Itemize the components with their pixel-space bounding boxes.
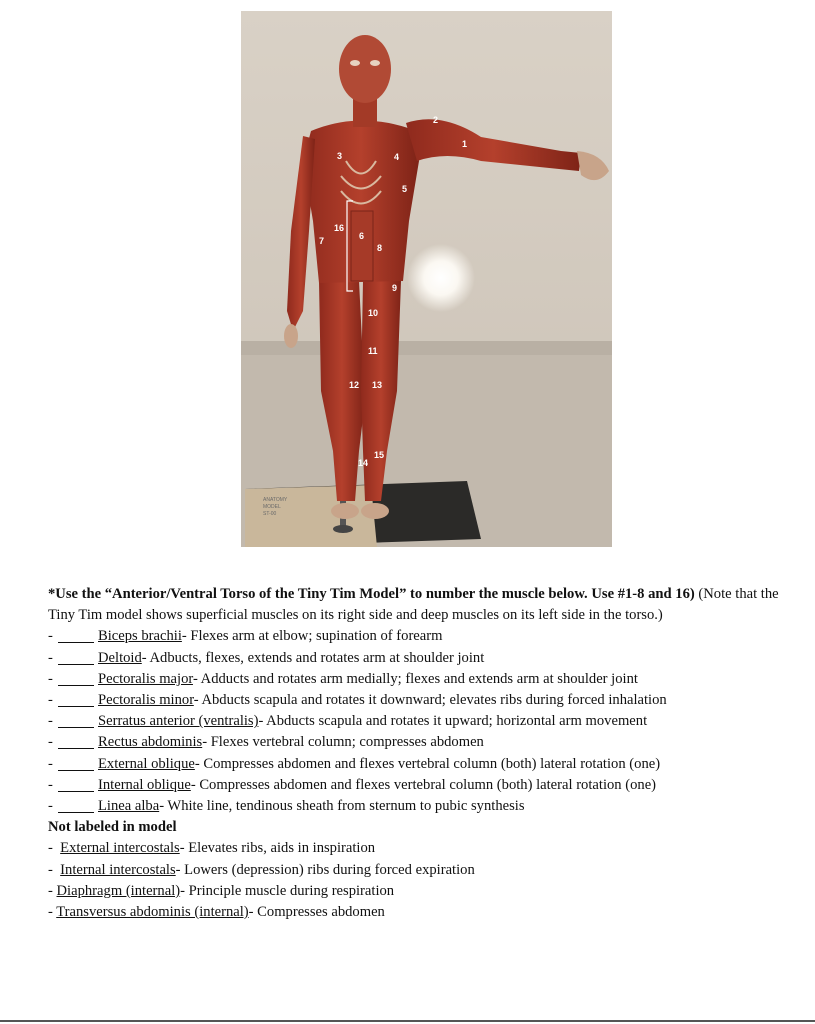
- muscle-label-2: 2: [433, 115, 439, 125]
- not-labeled-list: [48, 838, 788, 923]
- muscle-desc: - Principle muscle during respiration: [180, 882, 395, 899]
- list-item: - Rectus abdominis- Flexes vertebral column; compresses abdomen: [48, 734, 484, 751]
- muscle-desc: - Compresses abdomen: [248, 904, 385, 921]
- muscle-name: External intercostals: [60, 840, 180, 857]
- list-item: - Pectoralis minor- Abducts scapula and rotates it downward; elevates ribs during forced inhalation: [48, 692, 667, 709]
- muscle-name: Biceps brachii: [98, 628, 182, 645]
- muscle-desc: - Adbucts, flexes, extends and rotates arm at shoulder joint: [141, 649, 485, 666]
- muscle-name: Serratus anterior (ventralis): [98, 713, 259, 730]
- muscle-desc: - Abducts scapula and rotates it downward; elevates ribs during forced inhalation: [193, 692, 667, 709]
- list-dash: -: [48, 882, 57, 899]
- muscle-desc: - Compresses abdomen and flexes vertebral column (both) lateral rotation (one): [190, 776, 657, 793]
- page-bottom-rule: [0, 1020, 815, 1022]
- list-item: [48, 902, 788, 923]
- muscle-name: Pectoralis minor: [98, 692, 194, 709]
- model-abdomen: [351, 211, 373, 281]
- muscle-label-5: 5: [402, 184, 408, 194]
- list-item: - Internal oblique- Compresses abdomen and flexes vertebral column (both) lateral rotation (one): [48, 776, 657, 793]
- instruction-bold: *Use the “Anterior/Ventral Torso of the Tiny Tim Model” to number the muscle below. Use #1-8 and 16): [48, 586, 695, 602]
- muscle-label-7: 7: [319, 236, 325, 246]
- muscle-label-16: 16: [334, 223, 345, 233]
- model-head: [339, 35, 391, 103]
- list-dash: -: [48, 840, 61, 857]
- model-eye-left: [370, 60, 380, 66]
- muscle-name: Internal oblique: [98, 776, 191, 793]
- muscle-label-13: 13: [372, 380, 383, 390]
- list-item: [48, 860, 788, 881]
- stand-foot: [333, 525, 353, 533]
- muscle-name: External oblique: [98, 755, 195, 772]
- answer-blank[interactable]: [58, 628, 94, 643]
- anatomy-model-illustration: [241, 11, 612, 547]
- muscle-label-3: 3: [337, 151, 343, 161]
- flash-glare: [407, 244, 475, 312]
- muscle-list: [48, 626, 788, 817]
- muscle-label-8: 8: [377, 243, 383, 253]
- answer-blank[interactable]: [58, 756, 94, 771]
- answer-blank[interactable]: [58, 798, 94, 813]
- muscle-name: Internal intercostals: [60, 861, 176, 878]
- muscle-name: Linea alba: [98, 798, 160, 815]
- model-left-foot: [361, 503, 389, 519]
- not-labeled-heading: Not labeled in model: [48, 819, 177, 836]
- muscle-label-12: 12: [349, 380, 360, 390]
- model-right-hand: [284, 324, 298, 348]
- base-label-line-2: MODEL: [263, 504, 281, 510]
- muscle-label-1: 1: [462, 139, 468, 149]
- model-neck: [353, 99, 377, 127]
- answer-blank[interactable]: [58, 713, 94, 728]
- muscle-desc: - Flexes vertebral column; compresses abdomen: [202, 734, 484, 751]
- list-item: - Biceps brachii- Flexes arm at elbow; supination of forearm: [48, 628, 443, 645]
- anatomy-model-photo: [241, 11, 612, 547]
- model-right-foot: [331, 503, 359, 519]
- muscle-label-15: 15: [374, 450, 385, 460]
- muscle-label-4: 4: [394, 152, 400, 162]
- list-item: - Deltoid- Adbucts, flexes, extends and rotates arm at shoulder joint: [48, 649, 485, 666]
- instruction-note: (Note that the Tiny Tim model shows superficial muscles on its right side and deep muscles on its left side in the torso.): [48, 586, 779, 624]
- model-eye-right: [350, 60, 360, 66]
- muscle-desc: - White line, tendinous sheath from sternum to pubic synthesis: [159, 798, 525, 815]
- muscle-label-10: 10: [368, 308, 379, 318]
- list-item: - Linea alba- White line, tendinous sheath from sternum to pubic synthesis: [48, 798, 525, 815]
- muscle-name: Rectus abdominis: [98, 734, 203, 751]
- muscle-label-14: 14: [358, 458, 369, 468]
- list-dash: -: [48, 861, 61, 878]
- board-rail: [241, 341, 612, 355]
- list-item: [48, 881, 788, 902]
- muscle-desc: - Elevates ribs, aids in inspiration: [179, 840, 376, 857]
- answer-blank[interactable]: [58, 734, 94, 749]
- muscle-label-9: 9: [392, 283, 398, 293]
- muscle-desc: - Lowers (depression) ribs during forced expiration: [175, 861, 475, 878]
- list-item: [48, 838, 788, 859]
- muscle-name: Transversus abdominis (internal): [56, 904, 249, 921]
- worksheet-text: [48, 584, 788, 923]
- muscle-label-6: 6: [359, 231, 365, 241]
- muscle-desc: - Compresses abdomen and flexes vertebral column (both) lateral rotation (one): [194, 755, 661, 772]
- base-label-line-1: ANATOMY: [263, 497, 288, 503]
- instruction-paragraph: [48, 584, 788, 626]
- list-item: - Pectoralis major- Adducts and rotates arm medially; flexes and extends arm at shoulder joint: [48, 670, 638, 687]
- list-item: - External oblique- Compresses abdomen and flexes vertebral column (both) lateral rotation (one): [48, 755, 661, 772]
- list-dash: -: [48, 904, 57, 921]
- answer-blank[interactable]: [58, 692, 94, 707]
- answer-blank[interactable]: [58, 671, 94, 686]
- muscle-name: Diaphragm (internal): [56, 882, 181, 899]
- muscle-desc: - Abducts scapula and rotates it upward; horizontal arm movement: [258, 713, 648, 730]
- muscle-name: Pectoralis major: [98, 670, 193, 687]
- base-label-line-3: ST-00: [263, 511, 277, 517]
- list-item: - Serratus anterior (ventralis)- Abducts scapula and rotates it upward; horizontal arm movement: [48, 713, 648, 730]
- muscle-desc: - Adducts and rotates arm medially; flexes and extends arm at shoulder joint: [192, 670, 638, 687]
- answer-blank[interactable]: [58, 777, 94, 792]
- muscle-name: Deltoid: [98, 649, 142, 666]
- answer-blank[interactable]: [58, 650, 94, 665]
- muscle-desc: - Flexes arm at elbow; supination of forearm: [181, 628, 443, 645]
- muscle-label-11: 11: [368, 346, 378, 356]
